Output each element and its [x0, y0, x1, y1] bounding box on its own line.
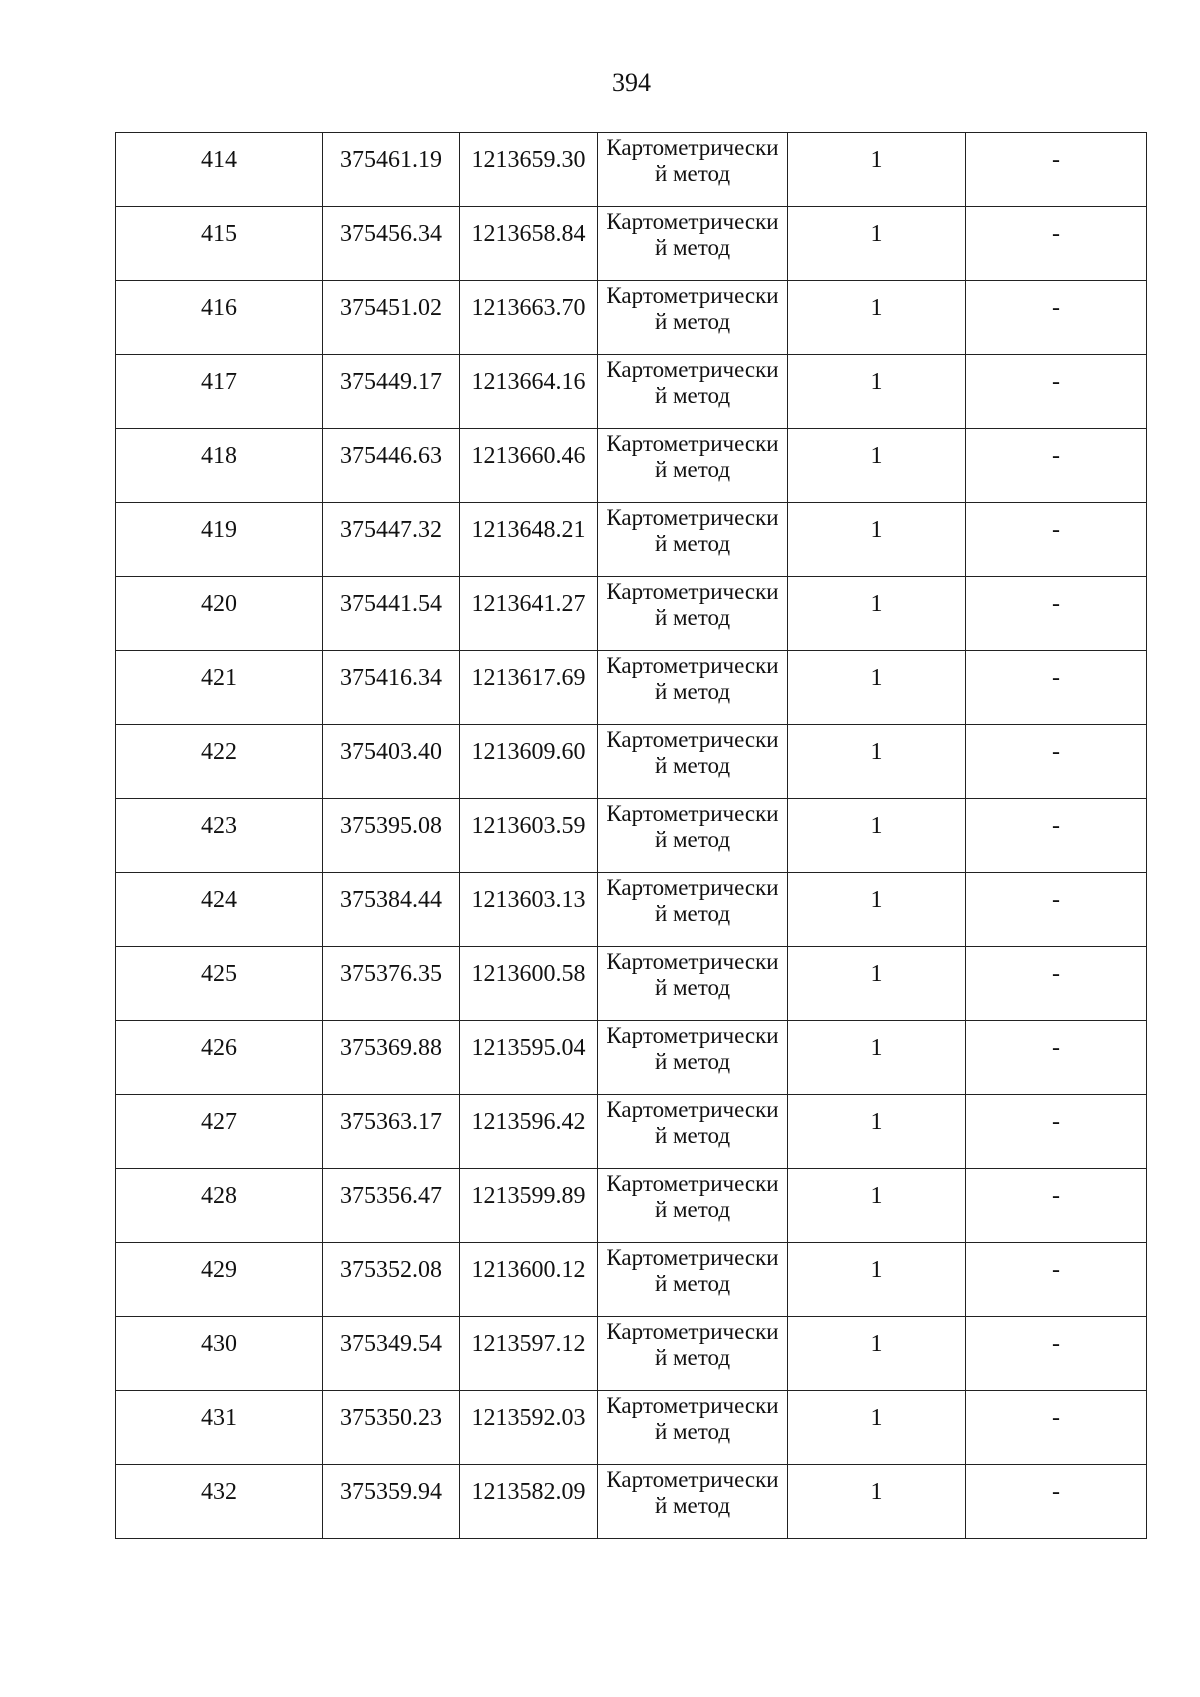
table-row [116, 1465, 1147, 1539]
point-number-cell: 416 [116, 281, 323, 355]
description-cell: - [966, 1317, 1147, 1391]
table-row [116, 799, 1147, 873]
x-coordinate-cell: 375363.17 [323, 1095, 460, 1169]
y-coordinate-cell: 1213600.12 [460, 1243, 598, 1317]
x-coordinate-cell: 375376.35 [323, 947, 460, 1021]
table-row [116, 503, 1147, 577]
table-body [116, 133, 1147, 1539]
method-cell: Картометрически й метод [598, 1095, 788, 1169]
x-coordinate-cell: 375446.63 [323, 429, 460, 503]
point-number-cell: 425 [116, 947, 323, 1021]
method-cell: Картометрически й метод [598, 1021, 788, 1095]
table-row [116, 355, 1147, 429]
precision-cell: 1 [788, 429, 966, 503]
table-row [116, 281, 1147, 355]
x-coordinate-cell: 375456.34 [323, 207, 460, 281]
x-coordinate-cell: 375349.54 [323, 1317, 460, 1391]
coordinates-table [115, 132, 1147, 1539]
y-coordinate-cell: 1213641.27 [460, 577, 598, 651]
page-number: 394 [612, 68, 651, 97]
y-coordinate-cell: 1213617.69 [460, 651, 598, 725]
precision-cell: 1 [788, 1021, 966, 1095]
y-coordinate-cell: 1213600.58 [460, 947, 598, 1021]
precision-cell: 1 [788, 281, 966, 355]
precision-cell: 1 [788, 651, 966, 725]
table-row [116, 1317, 1147, 1391]
table-row [116, 947, 1147, 1021]
description-cell: - [966, 429, 1147, 503]
y-coordinate-cell: 1213595.04 [460, 1021, 598, 1095]
precision-cell: 1 [788, 1169, 966, 1243]
y-coordinate-cell: 1213658.84 [460, 207, 598, 281]
precision-cell: 1 [788, 577, 966, 651]
description-cell: - [966, 503, 1147, 577]
table-row [116, 1095, 1147, 1169]
x-coordinate-cell: 375384.44 [323, 873, 460, 947]
x-coordinate-cell: 375356.47 [323, 1169, 460, 1243]
y-coordinate-cell: 1213603.59 [460, 799, 598, 873]
table-row [116, 1391, 1147, 1465]
description-cell: - [966, 281, 1147, 355]
precision-cell: 1 [788, 1317, 966, 1391]
point-number-cell: 423 [116, 799, 323, 873]
point-number-cell: 419 [116, 503, 323, 577]
x-coordinate-cell: 375359.94 [323, 1465, 460, 1539]
table-row [116, 725, 1147, 799]
precision-cell: 1 [788, 133, 966, 207]
y-coordinate-cell: 1213596.42 [460, 1095, 598, 1169]
x-coordinate-cell: 375352.08 [323, 1243, 460, 1317]
precision-cell: 1 [788, 1243, 966, 1317]
method-cell: Картометрически й метод [598, 1243, 788, 1317]
description-cell: - [966, 355, 1147, 429]
y-coordinate-cell: 1213582.09 [460, 1465, 598, 1539]
method-cell: Картометрически й метод [598, 947, 788, 1021]
method-cell: Картометрически й метод [598, 651, 788, 725]
description-cell: - [966, 1391, 1147, 1465]
point-number-cell: 420 [116, 577, 323, 651]
table-row [116, 207, 1147, 281]
y-coordinate-cell: 1213597.12 [460, 1317, 598, 1391]
x-coordinate-cell: 375441.54 [323, 577, 460, 651]
y-coordinate-cell: 1213599.89 [460, 1169, 598, 1243]
point-number-cell: 427 [116, 1095, 323, 1169]
y-coordinate-cell: 1213603.13 [460, 873, 598, 947]
method-cell: Картометрически й метод [598, 429, 788, 503]
method-cell: Картометрически й метод [598, 1465, 788, 1539]
method-cell: Картометрически й метод [598, 1317, 788, 1391]
point-number-cell: 424 [116, 873, 323, 947]
description-cell: - [966, 725, 1147, 799]
point-number-cell: 414 [116, 133, 323, 207]
point-number-cell: 429 [116, 1243, 323, 1317]
method-cell: Картометрически й метод [598, 725, 788, 799]
x-coordinate-cell: 375451.02 [323, 281, 460, 355]
x-coordinate-cell: 375461.19 [323, 133, 460, 207]
point-number-cell: 421 [116, 651, 323, 725]
description-cell: - [966, 799, 1147, 873]
x-coordinate-cell: 375395.08 [323, 799, 460, 873]
method-cell: Картометрически й метод [598, 503, 788, 577]
table-row [116, 1243, 1147, 1317]
precision-cell: 1 [788, 503, 966, 577]
method-cell: Картометрически й метод [598, 281, 788, 355]
x-coordinate-cell: 375447.32 [323, 503, 460, 577]
method-cell: Картометрически й метод [598, 799, 788, 873]
x-coordinate-cell: 375416.34 [323, 651, 460, 725]
method-cell: Картометрически й метод [598, 1169, 788, 1243]
y-coordinate-cell: 1213659.30 [460, 133, 598, 207]
precision-cell: 1 [788, 799, 966, 873]
table-row [116, 577, 1147, 651]
description-cell: - [966, 1169, 1147, 1243]
point-number-cell: 415 [116, 207, 323, 281]
y-coordinate-cell: 1213648.21 [460, 503, 598, 577]
y-coordinate-cell: 1213664.16 [460, 355, 598, 429]
description-cell: - [966, 577, 1147, 651]
y-coordinate-cell: 1213663.70 [460, 281, 598, 355]
precision-cell: 1 [788, 207, 966, 281]
precision-cell: 1 [788, 1465, 966, 1539]
x-coordinate-cell: 375403.40 [323, 725, 460, 799]
precision-cell: 1 [788, 1095, 966, 1169]
method-cell: Картометрически й метод [598, 355, 788, 429]
table-row [116, 1021, 1147, 1095]
description-cell: - [966, 1465, 1147, 1539]
method-cell: Картометрически й метод [598, 133, 788, 207]
table-row [116, 1169, 1147, 1243]
table-row [116, 429, 1147, 503]
description-cell: - [966, 133, 1147, 207]
description-cell: - [966, 1095, 1147, 1169]
description-cell: - [966, 1243, 1147, 1317]
precision-cell: 1 [788, 355, 966, 429]
precision-cell: 1 [788, 1391, 966, 1465]
description-cell: - [966, 1021, 1147, 1095]
method-cell: Картометрически й метод [598, 873, 788, 947]
x-coordinate-cell: 375350.23 [323, 1391, 460, 1465]
y-coordinate-cell: 1213592.03 [460, 1391, 598, 1465]
method-cell: Картометрически й метод [598, 577, 788, 651]
method-cell: Картометрически й метод [598, 207, 788, 281]
y-coordinate-cell: 1213609.60 [460, 725, 598, 799]
description-cell: - [966, 207, 1147, 281]
x-coordinate-cell: 375449.17 [323, 355, 460, 429]
point-number-cell: 422 [116, 725, 323, 799]
method-cell: Картометрически й метод [598, 1391, 788, 1465]
table-row [116, 133, 1147, 207]
point-number-cell: 431 [116, 1391, 323, 1465]
y-coordinate-cell: 1213660.46 [460, 429, 598, 503]
x-coordinate-cell: 375369.88 [323, 1021, 460, 1095]
point-number-cell: 428 [116, 1169, 323, 1243]
table-row [116, 873, 1147, 947]
point-number-cell: 432 [116, 1465, 323, 1539]
description-cell: - [966, 947, 1147, 1021]
precision-cell: 1 [788, 725, 966, 799]
point-number-cell: 418 [116, 429, 323, 503]
description-cell: - [966, 651, 1147, 725]
precision-cell: 1 [788, 873, 966, 947]
table-row [116, 651, 1147, 725]
precision-cell: 1 [788, 947, 966, 1021]
point-number-cell: 417 [116, 355, 323, 429]
point-number-cell: 426 [116, 1021, 323, 1095]
description-cell: - [966, 873, 1147, 947]
point-number-cell: 430 [116, 1317, 323, 1391]
